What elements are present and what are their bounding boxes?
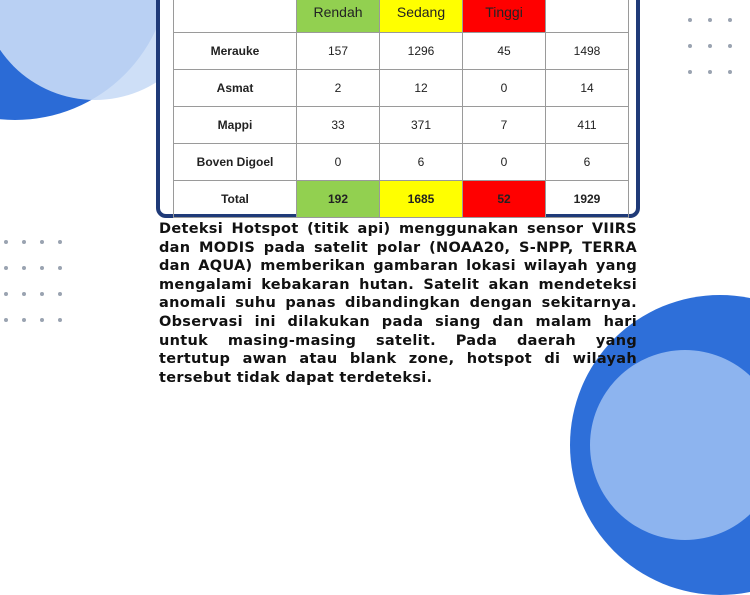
table-header-row bbox=[174, 0, 629, 33]
total-tinggi: 52 bbox=[463, 181, 546, 218]
header-cell-tinggi: Tinggi bbox=[463, 0, 546, 33]
region-name: Boven Digoel bbox=[174, 144, 297, 181]
cell-tinggi: 0 bbox=[463, 144, 546, 181]
cell-rendah: 33 bbox=[297, 107, 380, 144]
header-cell-rendah: Rendah bbox=[297, 0, 380, 33]
cell-tinggi: 45 bbox=[463, 33, 546, 70]
decorative-dots-top-right bbox=[688, 18, 732, 74]
cell-tinggi: 7 bbox=[463, 107, 546, 144]
table-row bbox=[174, 107, 629, 144]
region-name: Merauke bbox=[174, 33, 297, 70]
table-row bbox=[174, 144, 629, 181]
cell-total: 411 bbox=[546, 107, 629, 144]
cell-tinggi: 0 bbox=[463, 70, 546, 107]
cell-total: 6 bbox=[546, 144, 629, 181]
cell-sedang: 371 bbox=[380, 107, 463, 144]
total-sedang: 1685 bbox=[380, 181, 463, 218]
table-total-row bbox=[174, 181, 629, 218]
cell-total: 1498 bbox=[546, 33, 629, 70]
total-label: Total bbox=[174, 181, 297, 218]
description-paragraph: Deteksi Hotspot (titik api) menggunakan sensor VIIRS dan MODIS pada satelit polar (NOAA20, S-NPP, TERRA dan AQUA) memberikan gambaran lokasi wilayah yang mengalami kebakaran hutan. Satelit akan mendeteksi anomali suhu panas dibandingkan dengan sekitarnya. Observasi ini dilakukan pada siang dan malam hari untuk masing-masing satelit. Pada daerah yang tertutup awan atau blank zone, hotspot di wilayah tersebut tidak dapat terdeteksi. bbox=[159, 221, 637, 386]
table-row bbox=[174, 33, 629, 70]
cell-sedang: 1296 bbox=[380, 33, 463, 70]
cell-rendah: 157 bbox=[297, 33, 380, 70]
header-cell-region bbox=[174, 0, 297, 33]
cell-total: 14 bbox=[546, 70, 629, 107]
cell-sedang: 6 bbox=[380, 144, 463, 181]
decorative-dots-left bbox=[4, 240, 62, 322]
cell-sedang: 12 bbox=[380, 70, 463, 107]
grand-total: 1929 bbox=[546, 181, 629, 218]
header-cell-total bbox=[546, 0, 629, 33]
cell-rendah: 0 bbox=[297, 144, 380, 181]
total-rendah: 192 bbox=[297, 181, 380, 218]
hotspot-table bbox=[173, 0, 629, 218]
cell-rendah: 2 bbox=[297, 70, 380, 107]
table-row bbox=[174, 70, 629, 107]
region-name: Mappi bbox=[174, 107, 297, 144]
header-cell-sedang: Sedang bbox=[380, 0, 463, 33]
region-name: Asmat bbox=[174, 70, 297, 107]
